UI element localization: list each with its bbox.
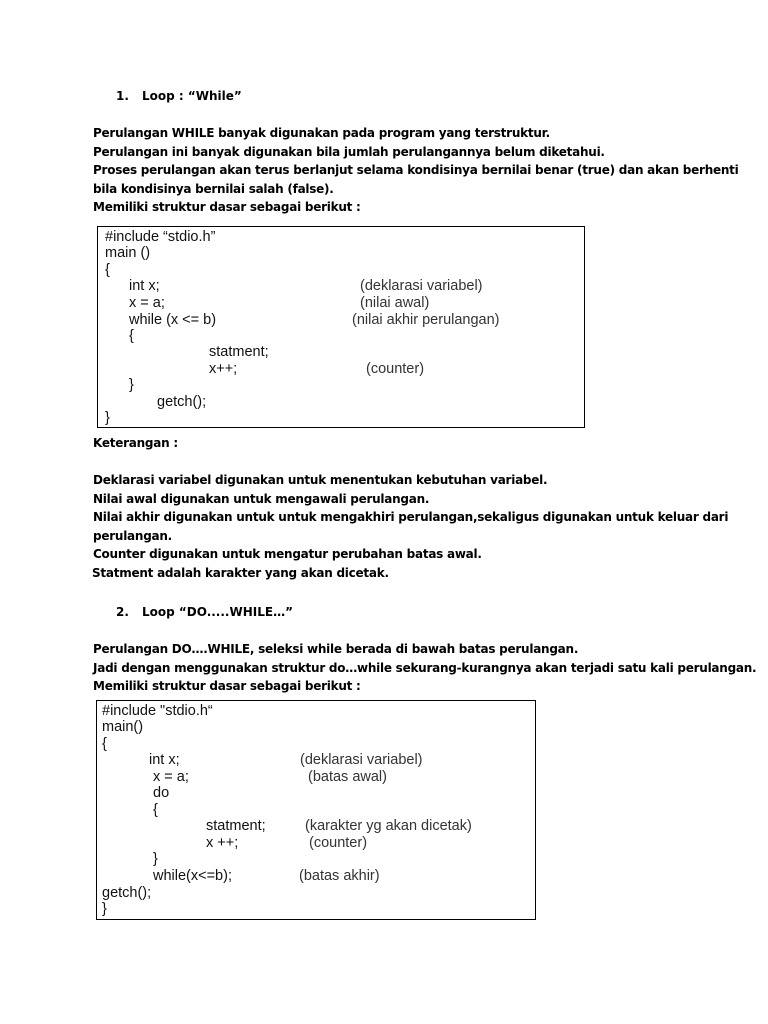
paragraph-line: Nilai akhir digunakan untuk untuk mengakhiri perulangan,sekaligus digunakan untuk keluar dari bbox=[93, 510, 729, 525]
code-comment: (batas akhir) bbox=[299, 868, 380, 884]
code-line: { bbox=[153, 802, 158, 818]
code-comment: (counter) bbox=[309, 835, 368, 851]
section2-number: 2. bbox=[116, 605, 129, 619]
code-line: int x; bbox=[129, 278, 160, 294]
code-line: } bbox=[105, 410, 110, 426]
code-line: x = a; bbox=[153, 769, 189, 785]
paragraph-line: bila kondisinya bernilai salah (false). bbox=[93, 181, 334, 196]
code-comment: (counter) bbox=[366, 361, 425, 377]
paragraph-line: Deklarasi variabel digunakan untuk menentukan kebutuhan variabel. bbox=[93, 473, 548, 487]
code-line: } bbox=[153, 851, 158, 867]
keterangan-list bbox=[93, 471, 733, 583]
code-comment: (batas awal) bbox=[308, 769, 387, 785]
section1-title: Loop : “While” bbox=[142, 89, 242, 103]
section2-heading bbox=[116, 604, 293, 620]
section1-intro bbox=[93, 124, 739, 217]
section2-title: Loop “DO.....WHILE…” bbox=[142, 605, 293, 619]
paragraph-line: Perulangan ini banyak digunakan bila jumlah perulangannya belum diketahui. bbox=[93, 144, 605, 159]
paragraph-line: Keterangan : bbox=[93, 436, 178, 450]
code-box-while bbox=[97, 226, 585, 428]
code-line: x++; bbox=[209, 361, 238, 377]
paragraph-line: Memiliki struktur dasar sebagai berikut : bbox=[93, 200, 361, 215]
code-line: #include “stdio.h” bbox=[105, 229, 216, 245]
code-line: do bbox=[153, 785, 170, 801]
paragraph-line: Perulangan DO….WHILE, seleksi while berada di bawah batas perulangan. bbox=[93, 642, 579, 656]
code-comment: (nilai awal) bbox=[360, 295, 430, 311]
code-box-do-while bbox=[96, 700, 536, 920]
code-comment: (deklarasi variabel) bbox=[300, 752, 423, 768]
paragraph-line: Jadi dengan menggunakan struktur do…while sekurang-kurangnya akan terjadi satu kali perulangan. bbox=[93, 660, 757, 675]
code-line: } bbox=[129, 377, 134, 393]
code-line: while (x <= b) bbox=[129, 312, 217, 328]
paragraph-line: Perulangan WHILE banyak digunakan pada program yang terstruktur. bbox=[93, 126, 550, 140]
section1-number: 1. bbox=[116, 89, 129, 103]
code-line: x ++; bbox=[206, 835, 239, 851]
code-line: while(x<=b); bbox=[153, 868, 232, 884]
paragraph-line: Nilai awal digunakan untuk mengawali perulangan. bbox=[93, 491, 430, 506]
section1-heading bbox=[116, 88, 242, 104]
code-line: } bbox=[102, 901, 107, 917]
keterangan-title bbox=[93, 434, 733, 453]
paragraph-line: perulangan. bbox=[93, 528, 172, 543]
code-comment: (karakter yg akan dicetak) bbox=[305, 818, 472, 834]
code-line: { bbox=[105, 262, 110, 278]
code-line: { bbox=[129, 328, 134, 344]
paragraph-line: Counter digunakan untuk mengatur perubahan batas awal. bbox=[93, 547, 482, 562]
code-line: getch(); bbox=[102, 885, 152, 901]
code-line: int x; bbox=[149, 752, 180, 768]
section2-intro bbox=[93, 640, 757, 696]
code-line: main () bbox=[105, 245, 151, 261]
code-line: statment; bbox=[209, 344, 269, 360]
code-comment: (deklarasi variabel) bbox=[360, 278, 483, 294]
paragraph-line: Statment adalah karakter yang akan dicetak. bbox=[92, 565, 389, 580]
code-line: main() bbox=[102, 719, 144, 735]
code-line: statment; bbox=[206, 818, 266, 834]
paragraph-line: Proses perulangan akan terus berlanjut selama kondisinya bernilai benar (true) dan akan berhenti bbox=[93, 163, 739, 178]
code-comment: (nilai akhir perulangan) bbox=[352, 312, 500, 328]
code-line: getch(); bbox=[157, 394, 207, 410]
code-line: { bbox=[102, 736, 107, 752]
code-line: #include "stdio.h“ bbox=[102, 703, 213, 719]
code-line: x = a; bbox=[129, 295, 165, 311]
paragraph-line: Memiliki struktur dasar sebagai berikut : bbox=[93, 679, 361, 694]
